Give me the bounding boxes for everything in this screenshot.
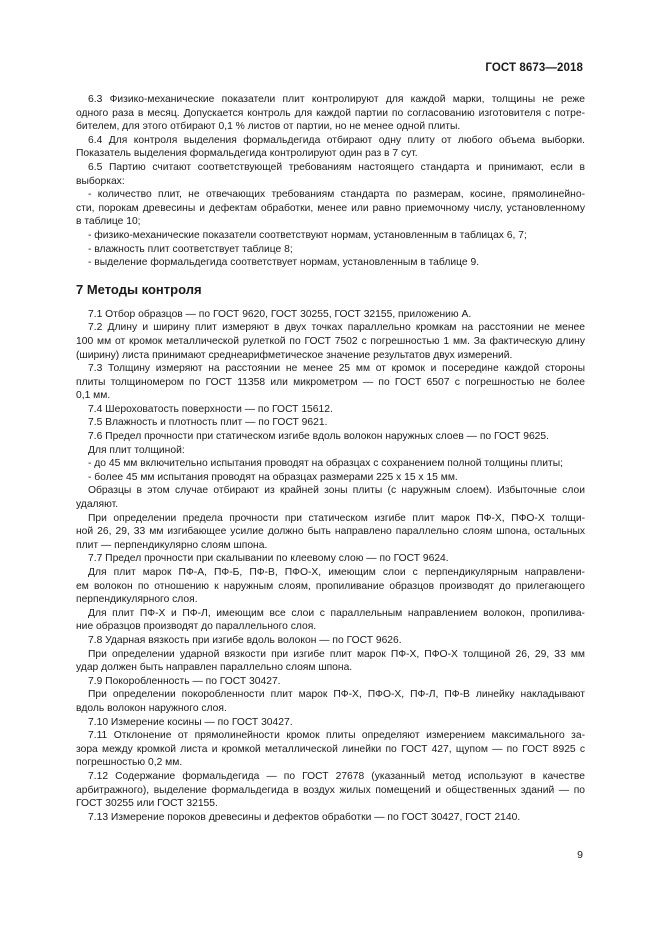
text-line: 6.4 Для контроля выделения формальдегида отбирают одну плиту от любого объема выборки.: [88, 134, 585, 146]
text-line: удар должен быть направлен параллельно слоям шпона.: [76, 662, 353, 674]
text-line: 7.3 Толщину измеряют на расстоянии не менее 25 мм от кромок и посередине каждой стороны: [88, 363, 585, 375]
text-line: 7.2 Длину и ширину плит измеряют в двух точках параллельно кромкам на расстоянии не менее: [88, 322, 585, 334]
text-line: 7.8 Ударная вязкость при изгибе вдоль волокон — по ГОСТ 9626.: [88, 634, 402, 646]
text-line: 7.7 Предел прочности при скалывании по клеевому слою — по ГОСТ 9624.: [88, 553, 449, 565]
text-line: - более 45 мм испытания проводят на образцах размерами 225 х 15 х 15 мм.: [88, 471, 458, 483]
text-line: удаляют.: [76, 499, 119, 511]
page-number: 9: [577, 849, 583, 861]
text-line: арбитражного), выделение формальдегида в воздух жилых помещений и общественных зданий — по: [76, 784, 585, 796]
text-line: - до 45 мм включительно испытания проводят на образцах с сохранением полной толщины плиты;: [88, 458, 563, 470]
text-line: вдоль волокон наружного слоя.: [76, 702, 227, 714]
text-line: Для плит толщиной:: [88, 444, 185, 456]
section-6-text: [76, 93, 585, 270]
text-line: Образцы в этом случае отбирают из крайней зоны плиты (с наружным слоем). Избыточные слои: [88, 485, 585, 497]
text-line: перпендикулярного слоя.: [76, 594, 198, 606]
text-line: Для плит ПФ-Х и ПФ-Л, имеющим все слои с параллельным направлением волокон, пропилива-: [88, 607, 585, 619]
text-line: 0,1 мм.: [76, 390, 111, 402]
text-line: 7.6 Предел прочности при статическом изгибе вдоль волокон наружных слоев — по ГОСТ 9625.: [88, 431, 549, 443]
text-line: При определении покоробленности плит марок ПФ-Х, ПФО-Х, ПФ-Л, ПФ-В линейку накладывают: [88, 689, 585, 701]
text-line: - количество плит, не отвечающих требованиям стандарта по размерам, косине, прямолинейно-: [88, 189, 585, 201]
document-body: [76, 93, 585, 824]
text-line: в таблице 10;: [76, 216, 141, 228]
text-line: плит — перпендикулярно слоям шпона.: [76, 539, 268, 551]
text-line: сти, порокам древесины и дефектам обработки, менее или равно приемочному числу, установленному: [76, 202, 585, 214]
text-line: ем волокон по отношению к наружным слоям, пропиливание образцов производят до прилегающего: [76, 580, 585, 592]
text-line: бителем, для этого отбирают 0,1 % листов от партии, но не менее одной плиты.: [76, 121, 461, 133]
text-line: - физико-механические показатели соответствуют нормам, установленным в таблицах 6, 7;: [88, 229, 527, 241]
text-line: При определении ударной вязкости при изгибе плит марок ПФ-Х, ПФО-Х толщиной 26, 29, 33 мм: [88, 648, 585, 660]
text-line: 7.12 Содержание формальдегида — по ГОСТ 27678 (указанный метод используют в качестве: [88, 770, 585, 782]
text-line: При определении предела прочности при статическом изгибе плит марок ПФ-Х, ПФО-Х толщи-: [88, 512, 585, 524]
text-line: - влажность плит соответствует таблице 8;: [88, 243, 293, 255]
text-line: погрешностью 0,2 мм.: [76, 757, 183, 769]
text-line: 6.5 Партию считают соответствующей требованиям настоящего стандарта и принимают, если в: [88, 161, 585, 173]
text-line: 7.5 Влажность и плотность плит — по ГОСТ 9621.: [88, 417, 328, 429]
text-line: (ширину) листа принимают среднеарифметическое значение результатов двух измерений.: [76, 349, 513, 361]
text-line: 6.3 Физико-механические показатели плит контролируют для каждой марки, толщины не реже: [88, 94, 585, 105]
text-line: 7.13 Измерение пороков древесины и дефектов обработки — по ГОСТ 30427, ГОСТ 2140.: [88, 811, 521, 823]
text-line: Для плит марок ПФ-А, ПФ-Б, ПФ-В, ПФО-Х, имеющим слои с перпендикулярным направлени-: [88, 567, 585, 578]
text-line: 7.9 Покоробленность — по ГОСТ 30427.: [88, 675, 281, 687]
text-line: зора между кромкой листа и кромкой металлической линейки по ГОСТ 427, щупом — по ГОСТ 8925 с: [76, 743, 585, 755]
text-line: - выделение формальдегида соответствует нормам, установленным в таблице 9.: [88, 257, 480, 269]
document-header: ГОСТ 8673—2018: [485, 62, 583, 74]
section-7-text: [76, 308, 585, 825]
text-line: 7.4 Шероховатость поверхности — по ГОСТ 15612.: [88, 403, 333, 415]
text-line: 7.11 Отклонение от прямолинейности кромок плиты определяют измерением максимального за-: [88, 730, 585, 742]
text-line: ние образцов производят до параллельного слоя.: [76, 621, 317, 633]
text-line: выборках:: [76, 175, 125, 187]
text-line: 7.10 Измерение косины — по ГОСТ 30427.: [88, 716, 293, 728]
text-line: Показатель выделения формальдегида контролируют один раз в 7 сут.: [76, 148, 418, 160]
text-line: 7.1 Отбор образцов — по ГОСТ 9620, ГОСТ 30255, ГОСТ 32155, приложению А.: [88, 308, 472, 320]
section-heading: 7 Методы контроля: [76, 281, 202, 297]
text-line: плиты толщиномером по ГОСТ 11358 или микрометром — по ГОСТ 6507 с погрешностью не более: [76, 376, 585, 388]
text-line: ной 26, 29, 33 мм изгибающее усилие должно быть направлено параллельно слоям шпона, остальных: [76, 526, 585, 538]
text-line: 100 мм от кромок металлической рулеткой по ГОСТ 7502 с погрешностью 1 мм. За фактическую длину: [76, 335, 585, 347]
text-line: одного раза в месяц. Допускается контроль для каждой партии по согласованию изготовителя с потре-: [76, 107, 585, 119]
text-line: ГОСТ 30255 или ГОСТ 32155.: [76, 798, 218, 810]
